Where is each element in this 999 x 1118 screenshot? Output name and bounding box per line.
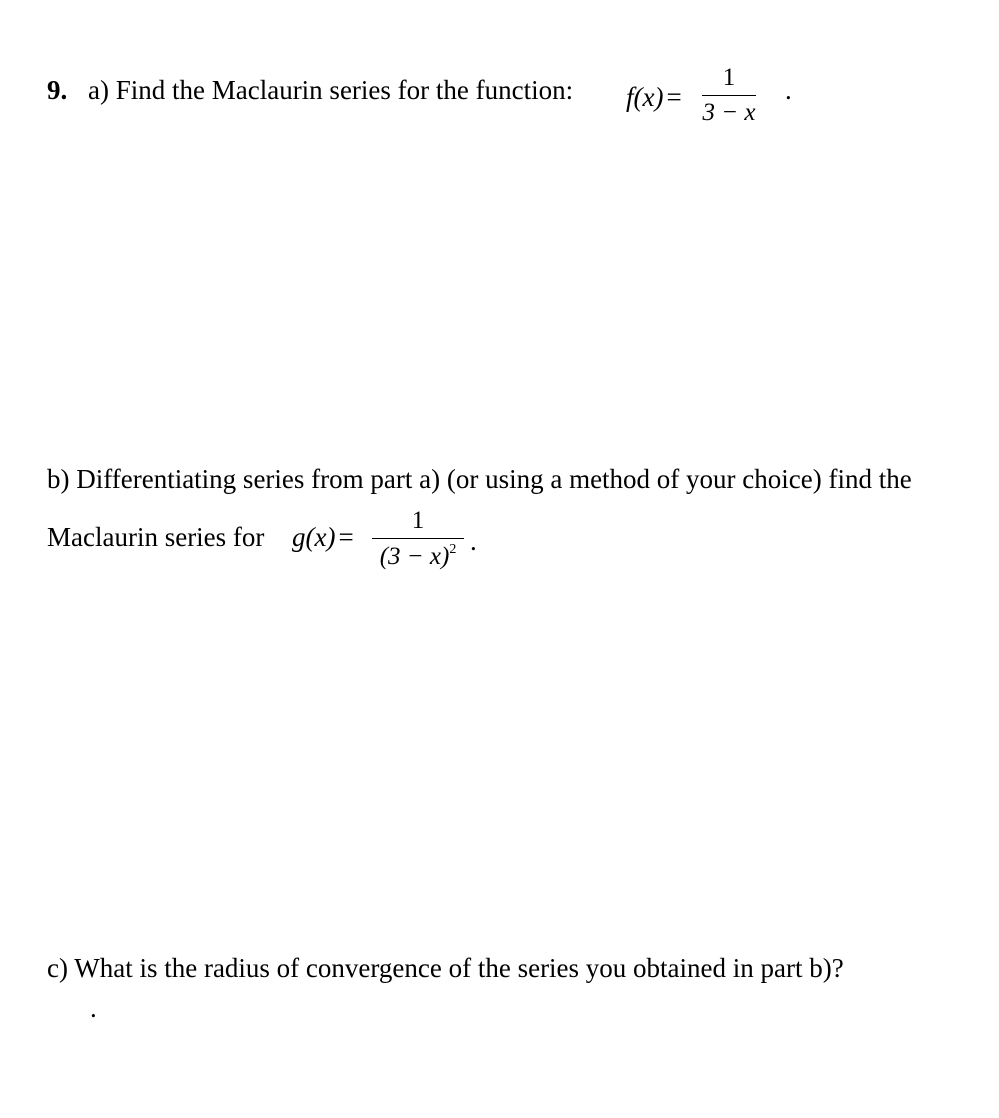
- denominator-base: (3 − x): [379, 543, 450, 570]
- part-b-fraction: [372, 508, 464, 569]
- equals-sign: =: [666, 82, 682, 112]
- question-9-part-a: [47, 77, 573, 104]
- question-number: 9.: [47, 75, 68, 105]
- stray-mark: .: [90, 993, 97, 1023]
- part-b-line-1: b) Differentiating series from part a) (or using a method of your choice) find the: [47, 464, 912, 494]
- part-a-prompt: a) Find the Maclaurin series for the function:: [88, 75, 574, 105]
- fraction-numerator: 1: [722, 64, 736, 91]
- fraction-denominator: 3 − x: [702, 99, 756, 126]
- fraction-numerator: 1: [411, 507, 425, 534]
- denominator-exponent: 2: [449, 542, 457, 557]
- fraction-bar: [372, 538, 464, 539]
- fraction-bar: [702, 95, 756, 96]
- f-of-x: f(x): [626, 82, 664, 112]
- fraction-denominator: [372, 543, 464, 569]
- part-c-prompt: c) What is the radius of convergence of the series you obtained in part b)?: [47, 953, 844, 983]
- part-b-period: .: [470, 526, 477, 556]
- part-a-period: .: [785, 75, 792, 105]
- part-b-line-2: Maclaurin series for: [47, 522, 265, 552]
- equals-sign: =: [338, 522, 354, 552]
- g-of-x: g(x): [292, 522, 336, 552]
- part-a-function-lhs: [626, 84, 682, 111]
- part-b-function-lhs: [292, 524, 354, 551]
- part-a-fraction: [702, 65, 756, 125]
